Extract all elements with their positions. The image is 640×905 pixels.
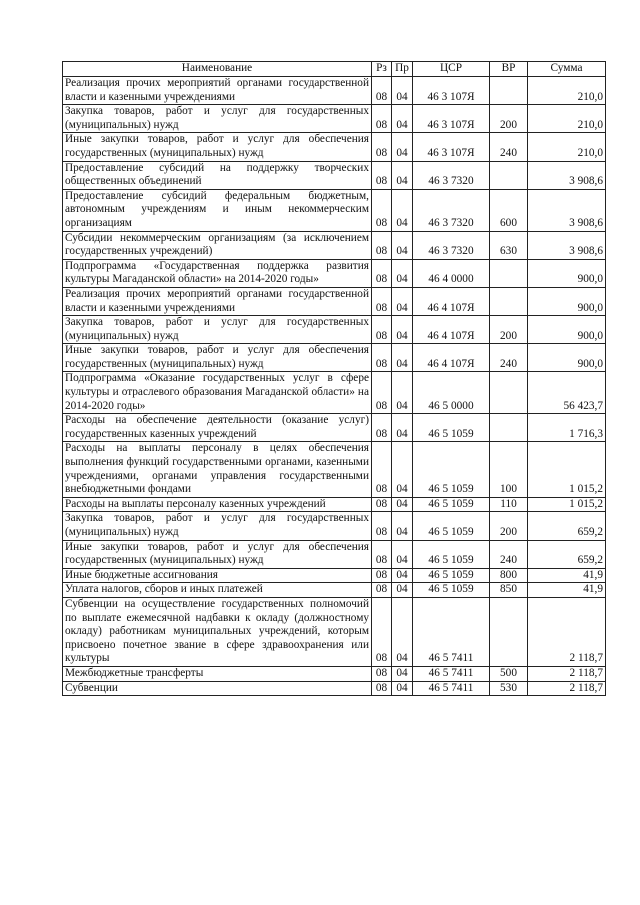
budget-table bbox=[62, 61, 606, 696]
header-pr: Пр bbox=[392, 62, 413, 77]
table-row bbox=[63, 133, 606, 161]
table-row bbox=[63, 231, 606, 259]
cell-pr: 04 bbox=[392, 189, 413, 231]
cell-csr: 46 3 7320 bbox=[413, 161, 490, 189]
cell-vr bbox=[490, 287, 528, 315]
cell-rz: 08 bbox=[372, 414, 392, 442]
cell-csr: 46 5 1059 bbox=[413, 568, 490, 583]
cell-csr: 46 5 7411 bbox=[413, 597, 490, 666]
table-row bbox=[63, 287, 606, 315]
cell-sum: 659,2 bbox=[528, 540, 606, 568]
cell-vr bbox=[490, 259, 528, 287]
cell-rz: 08 bbox=[372, 231, 392, 259]
cell-sum: 659,2 bbox=[528, 512, 606, 540]
cell-rz: 08 bbox=[372, 666, 392, 681]
table-row bbox=[63, 666, 606, 681]
cell-rz: 08 bbox=[372, 583, 392, 598]
cell-name: Иные закупки товаров, работ и услуг для обеспечения государственных (муниципальных) нужд bbox=[63, 344, 372, 372]
header-rz: Рз bbox=[372, 62, 392, 77]
cell-rz: 08 bbox=[372, 259, 392, 287]
cell-sum: 41,9 bbox=[528, 568, 606, 583]
cell-sum: 2 118,7 bbox=[528, 681, 606, 696]
cell-name: Предоставление субсидий федеральным бюджетным, автономным учреждениям и иным некоммерческим организациям bbox=[63, 189, 372, 231]
cell-sum: 1 716,3 bbox=[528, 414, 606, 442]
cell-rz: 08 bbox=[372, 344, 392, 372]
cell-vr bbox=[490, 161, 528, 189]
cell-name: Закупка товаров, работ и услуг для государственных (муниципальных) нужд bbox=[63, 512, 372, 540]
cell-sum: 56 423,7 bbox=[528, 372, 606, 414]
cell-pr: 04 bbox=[392, 442, 413, 497]
cell-pr: 04 bbox=[392, 666, 413, 681]
cell-vr: 200 bbox=[490, 105, 528, 133]
header-sum: Сумма bbox=[528, 62, 606, 77]
cell-csr: 46 5 1059 bbox=[413, 497, 490, 512]
cell-vr: 200 bbox=[490, 316, 528, 344]
table-row bbox=[63, 316, 606, 344]
cell-sum: 3 908,6 bbox=[528, 189, 606, 231]
cell-sum: 41,9 bbox=[528, 583, 606, 598]
cell-rz: 08 bbox=[372, 105, 392, 133]
cell-csr: 46 5 1059 bbox=[413, 414, 490, 442]
table-row bbox=[63, 77, 606, 105]
cell-csr: 46 3 7320 bbox=[413, 231, 490, 259]
cell-csr: 46 3 107Я bbox=[413, 133, 490, 161]
cell-vr: 100 bbox=[490, 442, 528, 497]
cell-csr: 46 3 7320 bbox=[413, 189, 490, 231]
cell-rz: 08 bbox=[372, 597, 392, 666]
cell-pr: 04 bbox=[392, 568, 413, 583]
cell-csr: 46 5 1059 bbox=[413, 583, 490, 598]
cell-pr: 04 bbox=[392, 540, 413, 568]
cell-rz: 08 bbox=[372, 442, 392, 497]
table-row bbox=[63, 497, 606, 512]
cell-name: Расходы на выплаты персоналу в целях обеспечения выполнения функций государственными органами, казенными учреждениями, органами управления государственными внебюджетными фондами bbox=[63, 442, 372, 497]
cell-csr: 46 5 1059 bbox=[413, 512, 490, 540]
cell-sum: 1 015,2 bbox=[528, 497, 606, 512]
cell-pr: 04 bbox=[392, 344, 413, 372]
cell-csr: 46 4 0000 bbox=[413, 259, 490, 287]
table-row bbox=[63, 568, 606, 583]
cell-sum: 900,0 bbox=[528, 316, 606, 344]
cell-name: Подпрограмма «Оказание государственных услуг в сфере культуры и отраслевого образования Магаданской области» на 2014-2020 годы» bbox=[63, 372, 372, 414]
cell-pr: 04 bbox=[392, 512, 413, 540]
table-row bbox=[63, 259, 606, 287]
cell-rz: 08 bbox=[372, 161, 392, 189]
cell-pr: 04 bbox=[392, 161, 413, 189]
table-row bbox=[63, 189, 606, 231]
cell-vr: 850 bbox=[490, 583, 528, 598]
cell-name: Субвенции bbox=[63, 681, 372, 696]
cell-pr: 04 bbox=[392, 372, 413, 414]
table-row bbox=[63, 344, 606, 372]
cell-name: Уплата налогов, сборов и иных платежей bbox=[63, 583, 372, 598]
cell-pr: 04 bbox=[392, 259, 413, 287]
cell-name: Реализация прочих мероприятий органами государственной власти и казенными учреждениями bbox=[63, 287, 372, 315]
table-row bbox=[63, 681, 606, 696]
cell-csr: 46 5 7411 bbox=[413, 666, 490, 681]
cell-pr: 04 bbox=[392, 105, 413, 133]
cell-name: Расходы на выплаты персоналу казенных учреждений bbox=[63, 497, 372, 512]
cell-vr: 240 bbox=[490, 344, 528, 372]
header-vr: ВР bbox=[490, 62, 528, 77]
header-name: Наименование bbox=[63, 62, 372, 77]
cell-sum: 3 908,6 bbox=[528, 231, 606, 259]
cell-name: Субвенции на осуществление государственных полномочий по выплате ежемесячной надбавки к окладу (должностному окладу) работникам муниципальных учреждений, которым присвоено почетное звание в сфере здравоохранения или культуры bbox=[63, 597, 372, 666]
cell-vr: 240 bbox=[490, 133, 528, 161]
cell-pr: 04 bbox=[392, 287, 413, 315]
cell-rz: 08 bbox=[372, 497, 392, 512]
cell-pr: 04 bbox=[392, 681, 413, 696]
cell-vr: 200 bbox=[490, 512, 528, 540]
header-csr: ЦСР bbox=[413, 62, 490, 77]
cell-csr: 46 4 107Я bbox=[413, 344, 490, 372]
cell-pr: 04 bbox=[392, 597, 413, 666]
cell-pr: 04 bbox=[392, 316, 413, 344]
cell-name: Реализация прочих мероприятий органами государственной власти и казенными учреждениями bbox=[63, 77, 372, 105]
table-row bbox=[63, 583, 606, 598]
cell-rz: 08 bbox=[372, 77, 392, 105]
cell-name: Межбюджетные трансферты bbox=[63, 666, 372, 681]
cell-vr: 240 bbox=[490, 540, 528, 568]
table-row bbox=[63, 512, 606, 540]
cell-sum: 3 908,6 bbox=[528, 161, 606, 189]
cell-csr: 46 5 7411 bbox=[413, 681, 490, 696]
cell-rz: 08 bbox=[372, 568, 392, 583]
cell-vr: 630 bbox=[490, 231, 528, 259]
cell-vr: 110 bbox=[490, 497, 528, 512]
cell-sum: 2 118,7 bbox=[528, 597, 606, 666]
cell-csr: 46 4 107Я bbox=[413, 287, 490, 315]
cell-vr: 800 bbox=[490, 568, 528, 583]
cell-vr: 600 bbox=[490, 189, 528, 231]
cell-csr: 46 5 1059 bbox=[413, 442, 490, 497]
cell-vr bbox=[490, 414, 528, 442]
cell-vr: 500 bbox=[490, 666, 528, 681]
cell-vr bbox=[490, 597, 528, 666]
table-body bbox=[63, 77, 606, 696]
table-row bbox=[63, 597, 606, 666]
cell-rz: 08 bbox=[372, 540, 392, 568]
cell-pr: 04 bbox=[392, 583, 413, 598]
table-row bbox=[63, 442, 606, 497]
cell-rz: 08 bbox=[372, 681, 392, 696]
cell-rz: 08 bbox=[372, 287, 392, 315]
cell-name: Предоставление субсидий на поддержку творческих общественных объединений bbox=[63, 161, 372, 189]
cell-name: Подпрограмма «Государственная поддержка развития культуры Магаданской области» на 2014-2020 годы» bbox=[63, 259, 372, 287]
cell-name: Закупка товаров, работ и услуг для государственных (муниципальных) нужд bbox=[63, 105, 372, 133]
cell-pr: 04 bbox=[392, 414, 413, 442]
cell-name: Субсидии некоммерческим организациям (за исключением государственных учреждений) bbox=[63, 231, 372, 259]
cell-sum: 1 015,2 bbox=[528, 442, 606, 497]
cell-rz: 08 bbox=[372, 512, 392, 540]
cell-pr: 04 bbox=[392, 77, 413, 105]
cell-name: Иные бюджетные ассигнования bbox=[63, 568, 372, 583]
cell-sum: 210,0 bbox=[528, 105, 606, 133]
cell-pr: 04 bbox=[392, 231, 413, 259]
cell-vr bbox=[490, 372, 528, 414]
cell-rz: 08 bbox=[372, 133, 392, 161]
cell-pr: 04 bbox=[392, 133, 413, 161]
cell-rz: 08 bbox=[372, 372, 392, 414]
cell-sum: 900,0 bbox=[528, 287, 606, 315]
cell-csr: 46 3 107Я bbox=[413, 105, 490, 133]
table-row bbox=[63, 105, 606, 133]
cell-sum: 900,0 bbox=[528, 259, 606, 287]
cell-vr bbox=[490, 77, 528, 105]
cell-sum: 210,0 bbox=[528, 77, 606, 105]
cell-rz: 08 bbox=[372, 316, 392, 344]
table-row bbox=[63, 372, 606, 414]
table-row bbox=[63, 540, 606, 568]
cell-name: Закупка товаров, работ и услуг для государственных (муниципальных) нужд bbox=[63, 316, 372, 344]
table-header-row bbox=[63, 62, 606, 77]
cell-csr: 46 5 0000 bbox=[413, 372, 490, 414]
cell-name: Иные закупки товаров, работ и услуг для обеспечения государственных (муниципальных) нужд bbox=[63, 540, 372, 568]
cell-pr: 04 bbox=[392, 497, 413, 512]
cell-csr: 46 3 107Я bbox=[413, 77, 490, 105]
cell-sum: 2 118,7 bbox=[528, 666, 606, 681]
cell-name: Расходы на обеспечение деятельности (оказание услуг) государственных казенных учреждений bbox=[63, 414, 372, 442]
table-row bbox=[63, 414, 606, 442]
cell-vr: 530 bbox=[490, 681, 528, 696]
table-row bbox=[63, 161, 606, 189]
cell-rz: 08 bbox=[372, 189, 392, 231]
cell-name: Иные закупки товаров, работ и услуг для обеспечения государственных (муниципальных) нужд bbox=[63, 133, 372, 161]
cell-csr: 46 5 1059 bbox=[413, 540, 490, 568]
cell-sum: 900,0 bbox=[528, 344, 606, 372]
cell-sum: 210,0 bbox=[528, 133, 606, 161]
cell-csr: 46 4 107Я bbox=[413, 316, 490, 344]
